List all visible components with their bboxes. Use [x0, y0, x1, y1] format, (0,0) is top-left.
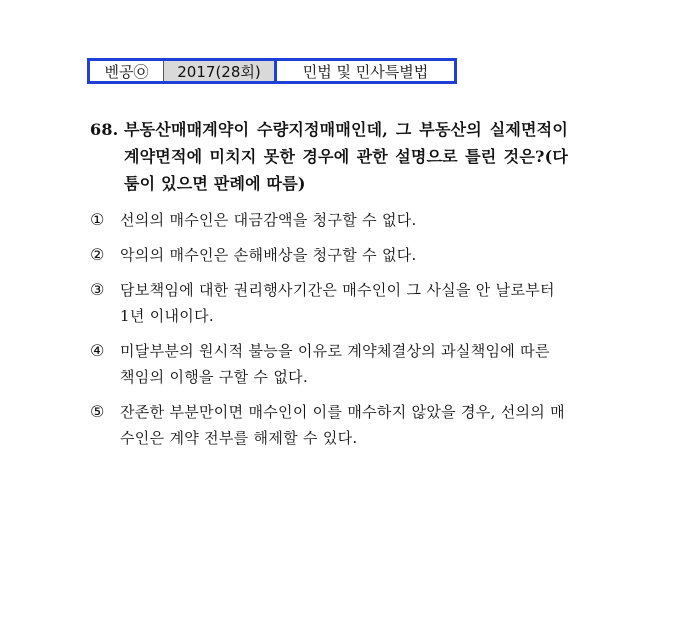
option-text: 미달부분의 원시적 불능을 이유로 계약체결상의 과실책임에 따른 책임의 이행을 구할 수 없다. — [120, 342, 550, 386]
question-block — [90, 116, 568, 460]
option-text: 담보책임에 대한 권리행사기간은 매수인이 그 사실을 안 날로부터 1년 이내이다. — [120, 281, 555, 325]
option-text: 악의의 매수인은 손해배상을 청구할 수 없다. — [120, 246, 417, 264]
option-4 — [90, 338, 568, 390]
header-subject: 민법 및 민사특별법 — [302, 62, 429, 81]
option-number: ③ — [90, 280, 105, 299]
exam-header — [87, 58, 457, 84]
question-number: 68. — [90, 120, 119, 139]
header-year: 2017(28회) — [164, 61, 277, 81]
option-text: 잔존한 부분만이면 매수인이 이를 매수하지 않았을 경우, 선의의 매수인은 계약 전부를 해제할 수 있다. — [120, 403, 565, 447]
option-number: ⑤ — [90, 402, 105, 421]
option-2 — [90, 242, 568, 268]
option-number: ① — [90, 210, 105, 229]
option-5 — [90, 399, 568, 451]
header-brand: 벤공㉧ — [90, 61, 164, 81]
question-text: 부동산매매계약이 수량지정매매인데, 그 부동산의 실제면적이 계약면적에 미치지 못한 경우에 관한 설명으로 틀린 것은?(다툼이 있으면 판례에 따름) — [124, 120, 568, 193]
option-1 — [90, 207, 568, 233]
options-list — [90, 207, 568, 451]
option-number: ② — [90, 245, 105, 264]
option-text: 선의의 매수인은 대금감액을 청구할 수 없다. — [120, 211, 417, 229]
option-3 — [90, 277, 568, 329]
option-number: ④ — [90, 341, 105, 360]
question-title — [90, 116, 568, 197]
